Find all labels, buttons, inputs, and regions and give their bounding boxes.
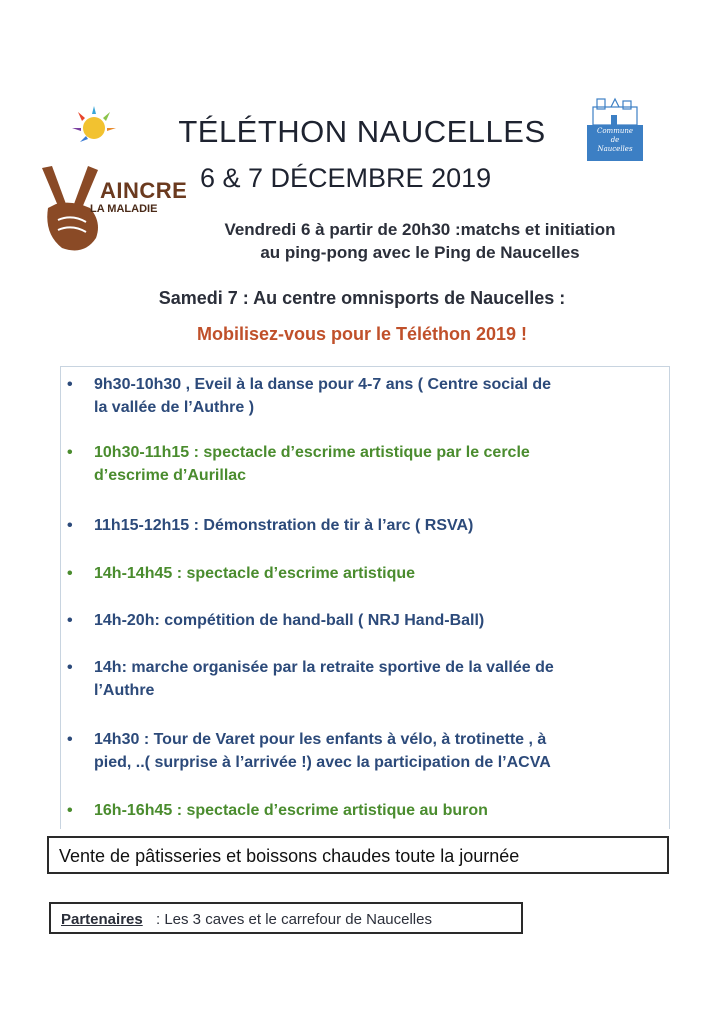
commune-line-1: Commune <box>596 127 633 135</box>
program-item-line: d’escrime d’Aurillac <box>94 467 247 484</box>
program-item <box>61 373 661 419</box>
program-item-line: la vallée de l’Authre ) <box>94 399 255 416</box>
program-item <box>61 562 661 585</box>
friday-line-2: au ping-pong avec le Ping de Naucelles <box>260 243 580 262</box>
commune-line-3: Naucelles <box>597 145 633 153</box>
bullet-icon: • <box>67 517 73 534</box>
program-item-line: 14h: marche organisée par la retraite sportive de la vallée de <box>94 659 554 676</box>
bullet-icon: • <box>67 659 73 676</box>
program-item <box>61 799 661 822</box>
program-item-line: 11h15-12h15 : Démonstration de tir à l’arc ( RSVA) <box>94 517 474 534</box>
program-item-line: pied, ..( surprise à l’arrivée !) avec la participation de l’ACVA <box>94 754 551 771</box>
bullet-icon: • <box>67 565 73 582</box>
friday-line-1: Vendredi 6 à partir de 20h30 :matchs et initiation <box>224 220 616 239</box>
partners-label: Partenaires <box>61 911 143 928</box>
program-item-line: 14h30 : Tour de Varet pour les enfants à vélo, à trotinette , à <box>94 731 547 748</box>
partners-box <box>49 902 523 934</box>
friday-description <box>180 218 660 264</box>
program-item-line: 9h30-10h30 , Eveil à la danse pour 4-7 ans ( Centre social de <box>94 376 552 393</box>
bullet-icon: • <box>67 376 73 393</box>
program-item-line: l’Authre <box>94 682 155 699</box>
program-item <box>61 609 661 632</box>
saturday-heading: Samedi 7 : Au centre omnisports de Naucelles : <box>158 288 566 308</box>
program-item-line: 10h30-11h15 : spectacle d’escrime artistique par le cercle <box>94 444 530 461</box>
vente-text: Vente de pâtisseries et boissons chaudes toute la journée <box>59 846 520 866</box>
program-item <box>61 441 661 487</box>
commune-line-2: de <box>610 136 620 144</box>
program-item-line: 16h-16h45 : spectacle d’escrime artistique au buron <box>94 802 488 819</box>
partners-text: : Les 3 caves et le carrefour de Naucelles <box>156 911 432 928</box>
vaincre-logo-subtext: LA MALADIE <box>90 203 158 215</box>
program-item <box>61 728 661 774</box>
bullet-icon: • <box>67 612 73 629</box>
bullet-icon: • <box>67 802 73 819</box>
event-date: 6 & 7 DÉCEMBRE 2019 <box>200 163 492 193</box>
bullet-icon: • <box>67 731 73 748</box>
program-item <box>61 514 661 537</box>
page-title: TÉLÉTHON NAUCELLES <box>178 114 546 149</box>
mobilisez-banner: Mobilisez-vous pour le Téléthon 2019 ! <box>196 324 528 344</box>
vente-box <box>47 836 669 874</box>
program-item-line: 14h-14h45 : spectacle d’escrime artistique <box>94 565 416 582</box>
program-item <box>61 656 661 702</box>
program-list <box>60 366 670 829</box>
program-item-line: 14h-20h: compétition de hand-ball ( NRJ Hand-Ball) <box>94 612 485 629</box>
vaincre-logo-text: AINCRE <box>100 178 188 203</box>
bullet-icon: • <box>67 444 73 461</box>
